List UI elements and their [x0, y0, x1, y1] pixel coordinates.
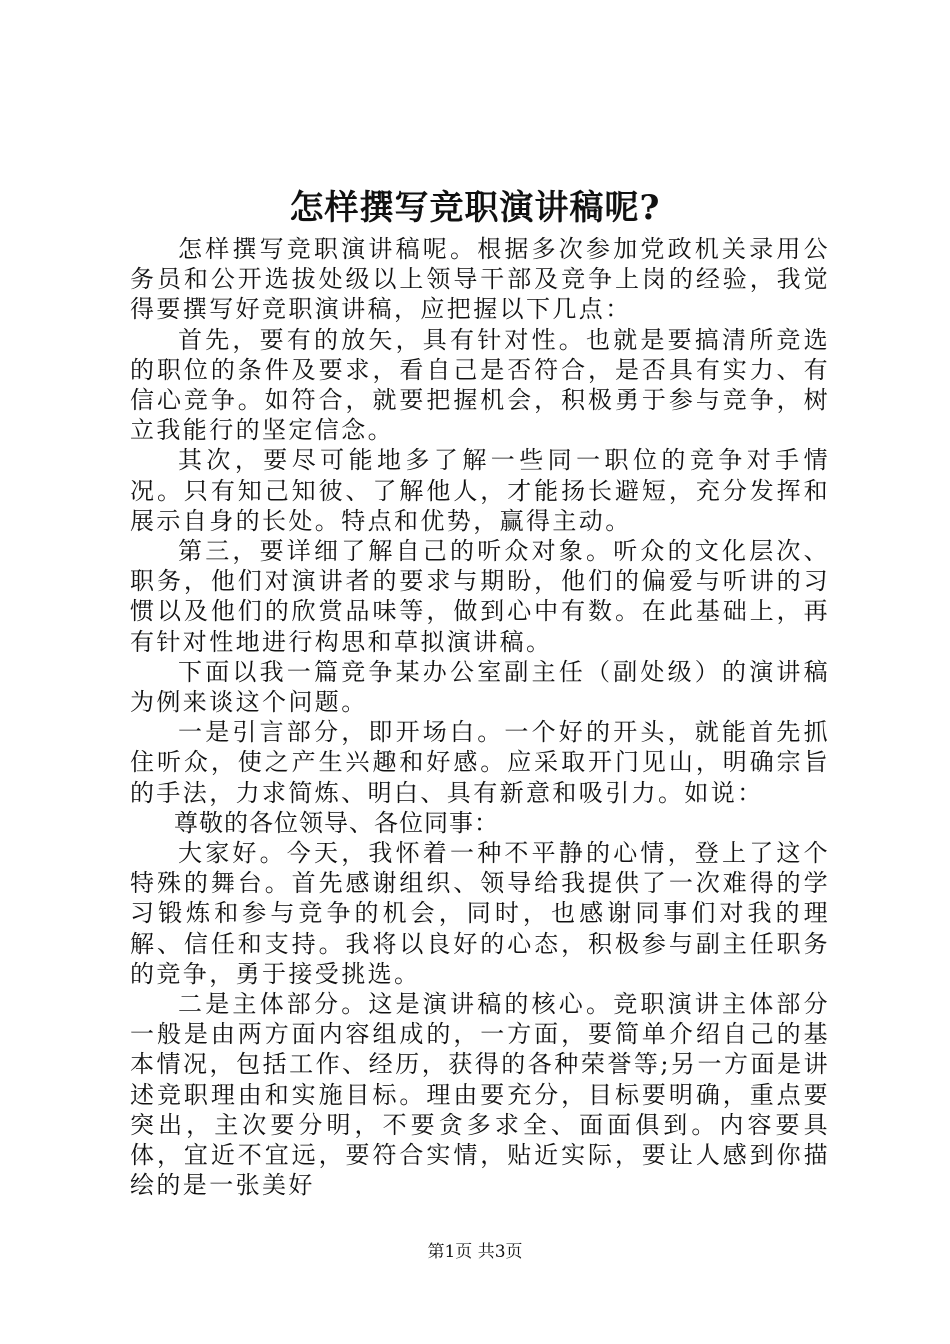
paragraph-opening-section: 一是引言部分，即开场白。一个好的开头，就能首先抓住听众，使之产生兴趣和好感。应采取开门见山，明确宗旨的手法，力求简炼、明白、具有新意和吸引力。如说： [130, 718, 830, 807]
document-body [130, 234, 830, 1201]
document-title: 怎样撰写竞职演讲稿呢? [289, 188, 661, 228]
paragraph-main-section: 二是主体部分。这是演讲稿的核心。竞职演讲主体部分一般是由两方面内容组成的，一方面，要简单介绍自己的基本情况，包括工作、经历，获得的各种荣誉等;另一方面是讲述竞职理由和实施目标。理由要充分，目标要明确，重点要突出，主次要分明，不要贪多求全、面面俱到。内容要具体，宜近不宜远，要符合实情，贴近实际，要让人感到你描绘的是一张美好 [130, 990, 830, 1200]
paragraph-salutation: 尊敬的各位领导、各位同事： [174, 808, 499, 837]
paragraph-example-intro: 下面以我一篇竞争某办公室副主任（副处级）的演讲稿为例来谈这个问题。 [130, 657, 830, 717]
paragraph-first-point: 首先，要有的放矢，具有针对性。也就是要搞清所竞选的职位的条件及要求，看自己是否符合，是否具有实力、有信心竞争。如符合，就要把握机会，积极勇于参与竞争，树立我能行的坚定信念。 [130, 325, 830, 445]
paragraph-greeting: 大家好。今天，我怀着一种不平静的心情，登上了这个特殊的舞台。首先感谢组织、领导给我提供了一次难得的学习锻炼和参与竞争的机会，同时，也感谢同事们对我的理解、信任和支持。我将以良好的心态，积极参与副主任职务的竞争，勇于接受挑选。 [130, 839, 830, 988]
paragraph-third-point: 第三，要详细了解自己的听众对象。听众的文化层次、职务，他们对演讲者的要求与期盼，他们的偏爱与听讲的习惯以及他们的欣赏品味等，做到心中有数。在此基础上，再有针对性地进行构思和草拟演讲稿。 [130, 537, 830, 656]
page-number-footer: 第1页 共3页 [427, 1242, 523, 1262]
paragraph-second-point: 其次，要尽可能地多了解一些同一职位的竞争对手情况。只有知己知彼、了解他人，才能扬长避短，充分发挥和展示自身的长处。特点和优势，赢得主动。 [130, 446, 830, 535]
paragraph-intro: 怎样撰写竞职演讲稿呢。根据多次参加党政机关录用公务员和公开选拔处级以上领导干部及竞争上岗的经验，我觉得要撰写好竞职演讲稿，应把握以下几点： [130, 235, 830, 324]
